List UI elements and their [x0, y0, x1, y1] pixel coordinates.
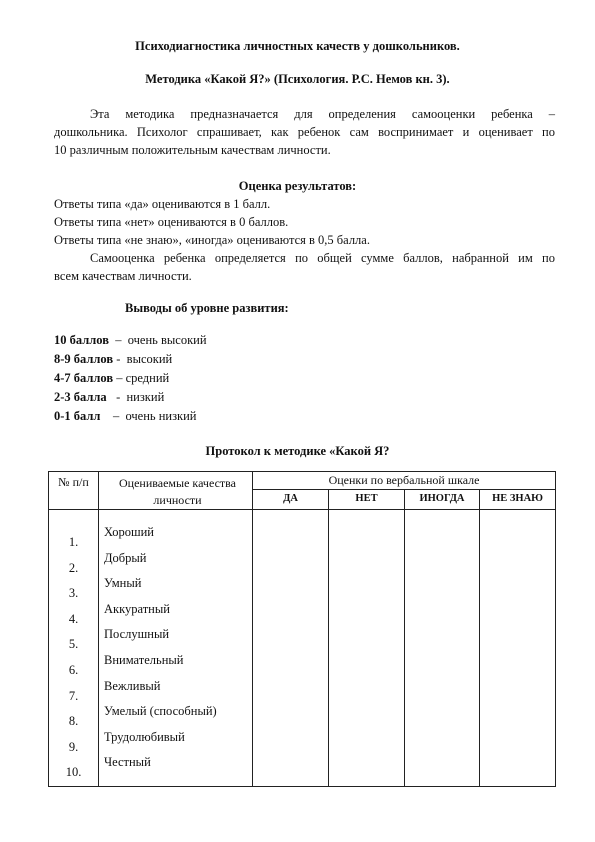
- level-item: [54, 369, 207, 388]
- intro-line-1: Эта методика предназначается для определения самооценки ребенка –: [90, 107, 555, 121]
- header-sometimes: ИНОГДА: [405, 490, 480, 510]
- level-label: низкий: [126, 390, 165, 404]
- row-number: 6.: [68, 662, 79, 677]
- row-number: 3.: [68, 586, 79, 601]
- level-score: 10 баллов: [54, 333, 109, 347]
- row-number: 4.: [68, 611, 79, 626]
- quality-item: Трудолюбивый: [104, 729, 185, 744]
- header-yes: ДА: [253, 490, 329, 510]
- intro-line-3: 10 различным положительным качествам личности.: [54, 143, 331, 157]
- protocol-table: [48, 471, 556, 787]
- level-item: [54, 331, 207, 350]
- scoring-rule-no: Ответы типа «нет» оцениваются в 0 баллов.: [54, 215, 289, 229]
- quality-item: Умелый (способный): [104, 704, 217, 719]
- quality-item: Внимательный: [104, 652, 184, 667]
- level-sep: -: [106, 390, 127, 404]
- quality-item: Аккуратный: [104, 601, 170, 616]
- protocol-title: Протокол к методике «Какой Я?: [205, 444, 390, 458]
- quality-item: Умный: [104, 576, 142, 591]
- header-quality-line-1: Оцениваемые качества: [119, 476, 236, 490]
- scoring-rule-yes: Ответы типа «да» оцениваются в 1 балл.: [54, 197, 271, 211]
- level-item: [54, 407, 207, 426]
- level-score: 4-7 баллов: [54, 371, 114, 385]
- quality-item: Послушный: [104, 627, 170, 642]
- header-no: НЕТ: [329, 490, 405, 510]
- header-number: № п/п: [49, 472, 99, 510]
- header-quality-line-2: личности: [153, 493, 202, 507]
- sometimes-answer-cell[interactable]: [405, 510, 480, 787]
- row-number: 9.: [68, 739, 79, 754]
- header-verbal-scale: Оценки по вербальной шкале: [253, 472, 556, 490]
- level-score: 0-1 балл: [54, 409, 101, 423]
- quality-item: Вежливый: [104, 678, 161, 693]
- scoring-summary-1: Самооценка ребенка определяется по общей сумме баллов, набранной им по: [90, 251, 555, 265]
- level-sep: -: [113, 352, 127, 366]
- level-label: очень низкий: [125, 409, 197, 423]
- row-number: 7.: [68, 688, 79, 703]
- level-label: очень высокий: [127, 333, 207, 347]
- header-quality: [99, 472, 253, 510]
- header-dont-know: НЕ ЗНАЮ: [480, 490, 556, 510]
- level-label: высокий: [126, 352, 173, 366]
- level-item: [54, 388, 207, 407]
- scoring-heading: Оценка результатов:: [238, 179, 357, 193]
- level-sep: –: [108, 333, 128, 347]
- level-score: 8-9 баллов: [54, 352, 114, 366]
- level-label: средний: [125, 371, 170, 385]
- method-title: Методика «Какой Я?» (Психология. Р.С. Немов кн. 3).: [145, 72, 450, 86]
- levels-heading: Выводы об уровне развития:: [125, 301, 289, 315]
- level-score: 2-3 балла: [54, 390, 107, 404]
- quality-item: Хороший: [104, 525, 154, 539]
- scoring-rule-other: Ответы типа «не знаю», «иногда» оцениваются в 0,5 балла.: [54, 233, 370, 247]
- row-number: 2.: [68, 560, 79, 575]
- dont-know-answer-cell[interactable]: [480, 510, 556, 787]
- no-answer-cell[interactable]: [329, 510, 405, 787]
- row-number: 8.: [68, 714, 79, 729]
- quality-item: Добрый: [104, 550, 147, 565]
- yes-answer-cell[interactable]: [253, 510, 329, 787]
- row-number: 10.: [65, 765, 82, 780]
- scoring-summary-2: всем качествам личности.: [54, 269, 192, 283]
- quality-item: Честный: [104, 755, 151, 770]
- row-number: 1.: [68, 535, 79, 549]
- intro-line-2: дошкольника. Психолог спрашивает, как ребенок сам воспринимает и оценивает по: [54, 125, 555, 139]
- levels-list: [54, 331, 207, 426]
- level-sep: –: [113, 371, 126, 385]
- row-number: 5.: [68, 637, 79, 652]
- level-item: [54, 350, 207, 369]
- number-column: [49, 510, 99, 787]
- document-title: Психодиагностика личностных качеств у дошкольников.: [135, 39, 460, 53]
- level-sep: –: [100, 409, 126, 423]
- quality-column: [99, 510, 253, 787]
